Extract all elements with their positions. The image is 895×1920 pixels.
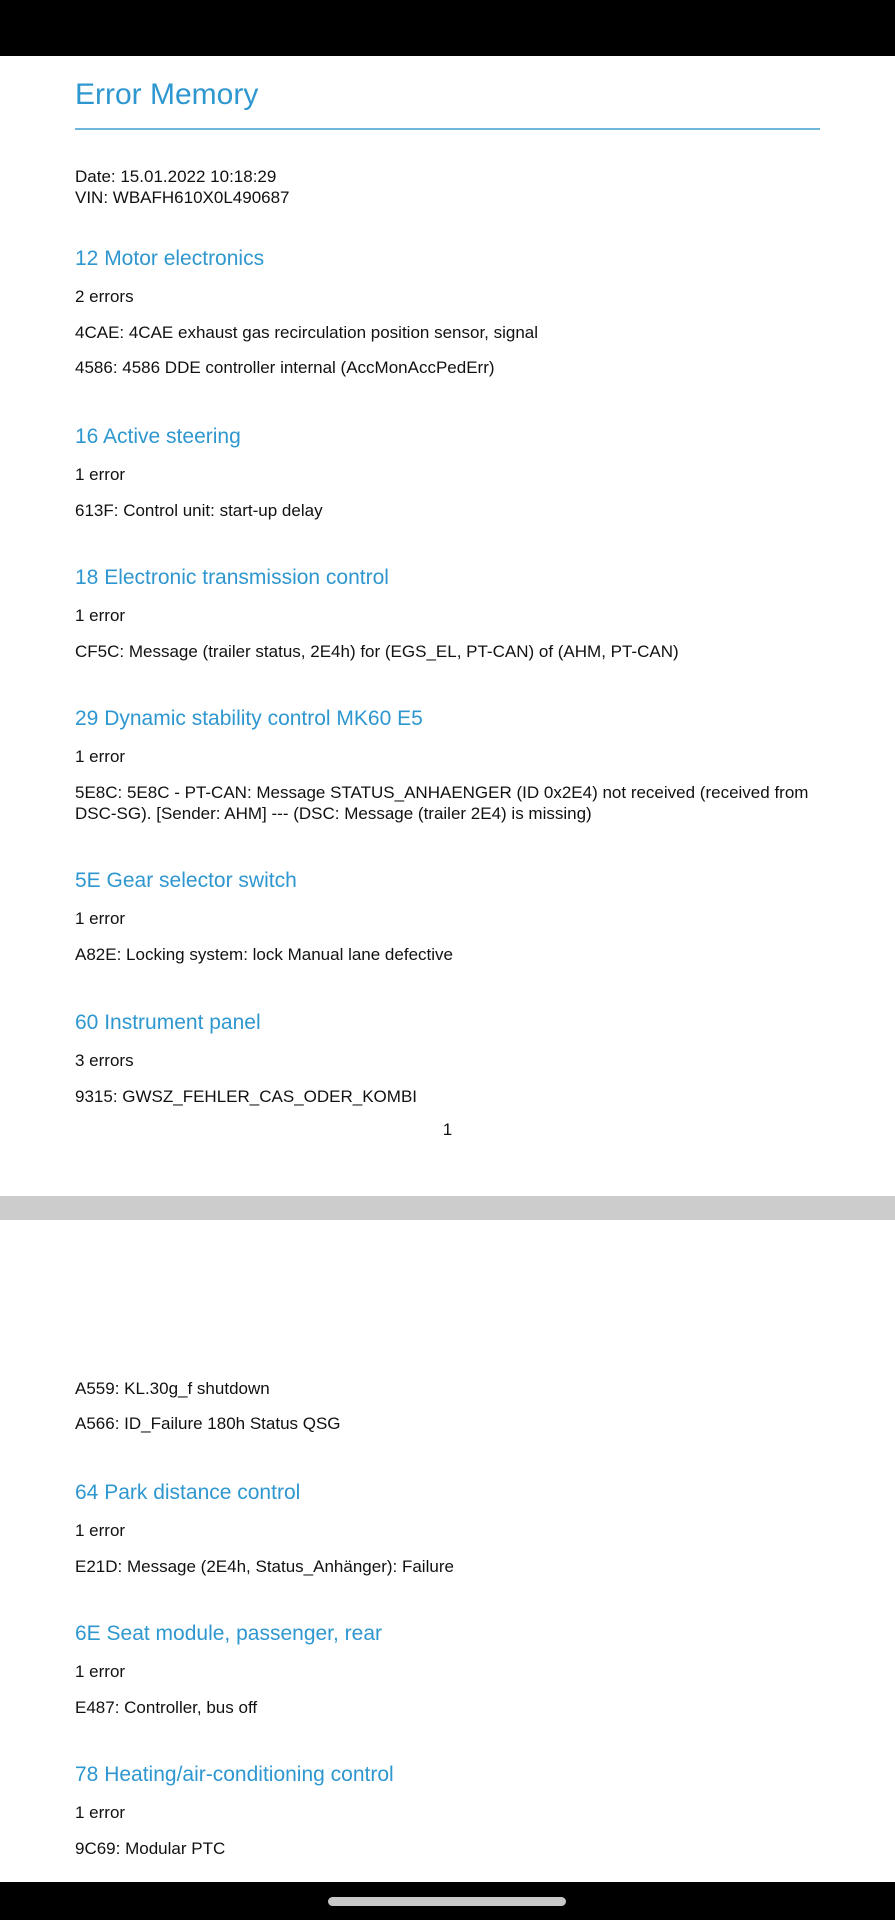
error-item: A559: KL.30g_f shutdown: [75, 1379, 270, 1398]
page-separator: [0, 1196, 895, 1220]
section-heating-air-conditioning-control: [75, 1762, 820, 1873]
page-title: Error Memory: [75, 78, 259, 111]
error-count: 1 error: [75, 1803, 126, 1822]
error-item: 9C69: Modular PTC: [75, 1839, 226, 1858]
home-gesture-handle[interactable]: [328, 1897, 566, 1906]
error-item: 9315: GWSZ_FEHLER_CAS_ODER_KOMBI: [75, 1087, 418, 1106]
section-heading: 5E Gear selector switch: [75, 869, 297, 892]
error-count: 2 errors: [75, 287, 134, 306]
section-heading: 78 Heating/air-conditioning control: [75, 1763, 394, 1786]
error-item: A82E: Locking system: lock Manual lane defective: [75, 945, 453, 964]
error-count: 1 error: [75, 465, 126, 484]
date-line: Date: 15.01.2022 10:18:29: [75, 167, 277, 186]
section-seat-module-passenger-rear: [75, 1621, 820, 1732]
section-heading: 6E Seat module, passenger, rear: [75, 1622, 383, 1645]
document-page-2: [0, 1220, 895, 1882]
error-count: 1 error: [75, 747, 126, 766]
document-page-1: [0, 56, 895, 1196]
error-item: A566: ID_Failure 180h Status QSG: [75, 1414, 341, 1433]
vin-line: VIN: WBAFH610X0L490687: [75, 188, 290, 207]
error-item: 613F: Control unit: start-up delay: [75, 501, 323, 520]
navigation-bar: [0, 1882, 895, 1920]
error-count: 1 error: [75, 909, 126, 928]
section-heading: 64 Park distance control: [75, 1481, 301, 1504]
section-gear-selector-switch: [75, 868, 820, 979]
section-motor-electronics: [75, 246, 820, 392]
section-active-steering: [75, 424, 820, 535]
error-count: 1 error: [75, 1521, 126, 1540]
section-instrument-panel: [75, 1010, 820, 1121]
error-count: 1 error: [75, 1662, 126, 1681]
section-heading: 60 Instrument panel: [75, 1011, 261, 1034]
section-heading: 12 Motor electronics: [75, 247, 265, 270]
error-count: 3 errors: [75, 1051, 134, 1070]
section-heading: 18 Electronic transmission control: [75, 566, 389, 589]
error-item: 4586: 4586 DDE controller internal (AccMonAccPedErr): [75, 358, 495, 377]
section-dynamic-stability-control: [75, 706, 820, 838]
section-heading: 29 Dynamic stability control MK60 E5: [75, 707, 423, 730]
error-item: CF5C: Message (trailer status, 2E4h) for (EGS_EL, PT-CAN) of (AHM, PT-CAN): [75, 642, 679, 661]
error-count: 1 error: [75, 606, 126, 625]
section-heading: 16 Active steering: [75, 425, 241, 448]
section-park-distance-control: [75, 1480, 820, 1591]
error-item: E487: Controller, bus off: [75, 1698, 258, 1717]
title-divider: [75, 128, 820, 130]
section-instrument-panel-continued: [75, 1378, 820, 1448]
error-item: 5E8C: 5E8C - PT-CAN: Message STATUS_ANHAENGER (ID 0x2E4) not received (received from DSC-SG). [Sender: AHM] --- (DSC: Message (trailer 2E4) is missing): [75, 783, 809, 823]
section-electronic-transmission-control: [75, 565, 820, 676]
error-item: 4CAE: 4CAE exhaust gas recirculation position sensor, signal: [75, 323, 539, 342]
error-item: E21D: Message (2E4h, Status_Anhänger): Failure: [75, 1557, 454, 1576]
document-meta: [75, 166, 290, 208]
page-number: 1: [442, 1120, 453, 1139]
status-bar: [0, 0, 895, 56]
